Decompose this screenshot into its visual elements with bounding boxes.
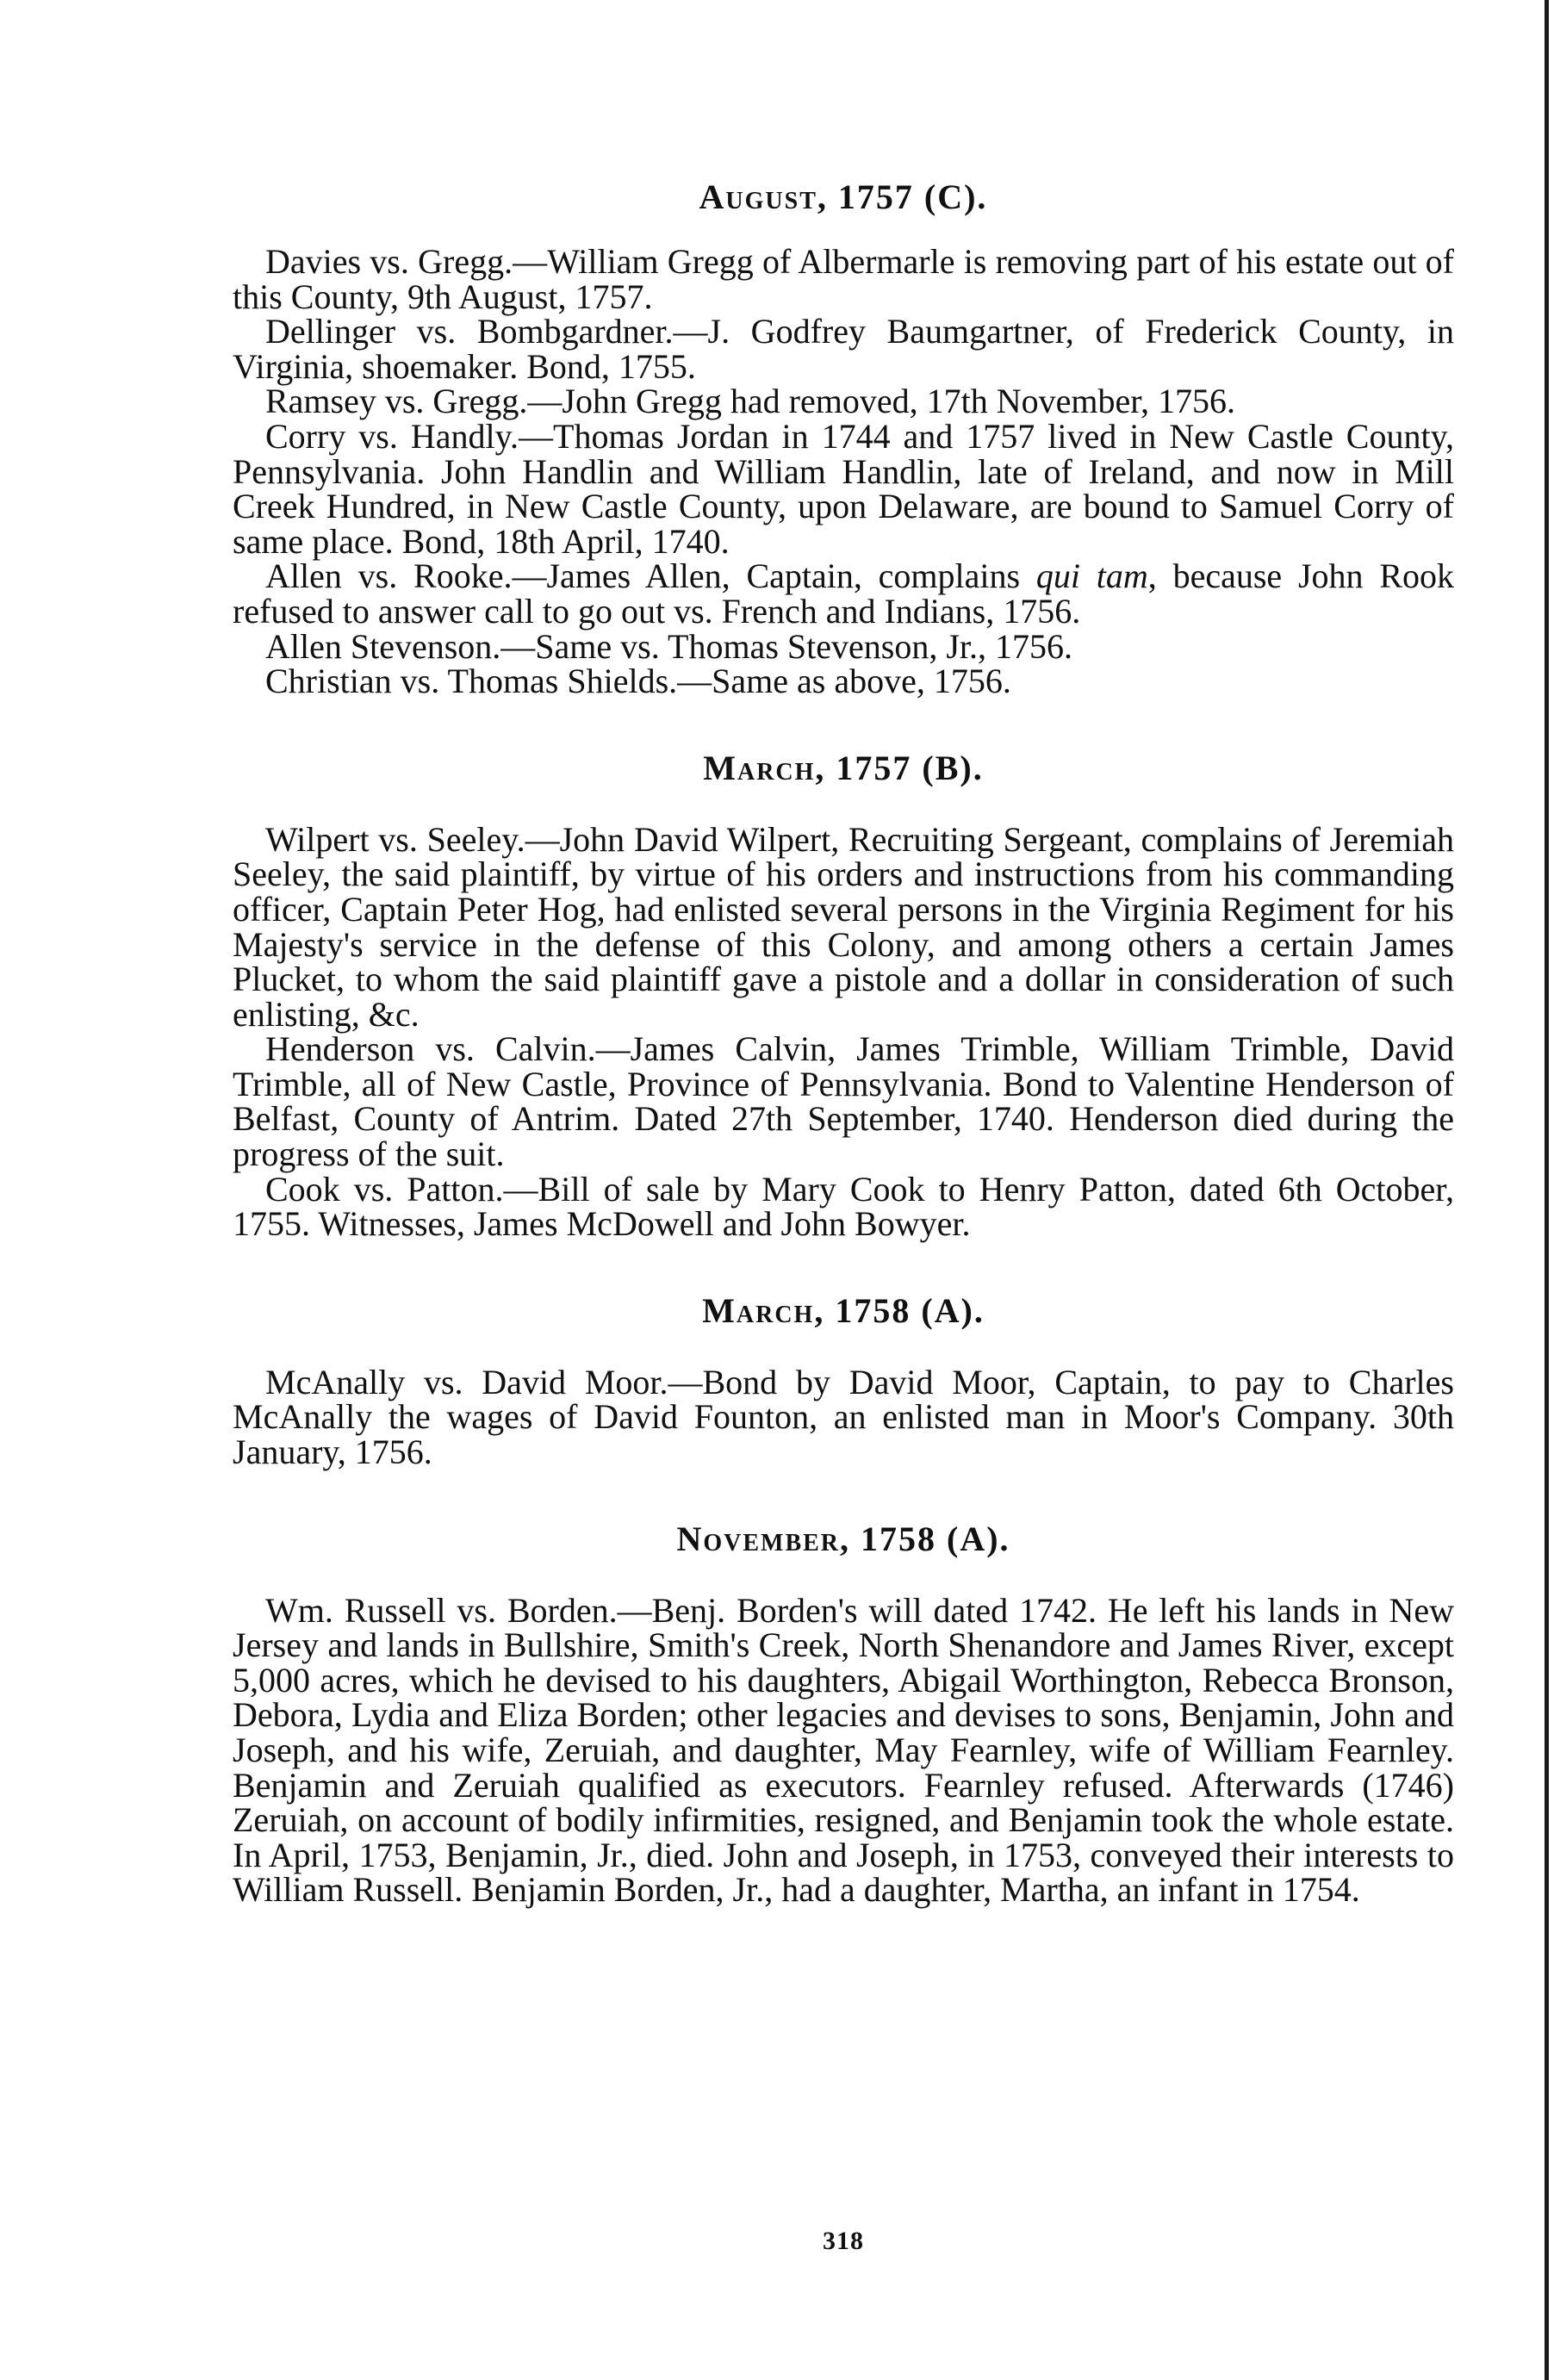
case-entry: Ramsey vs. Gregg.—John Gregg had removed, 17th November, 1756.: [265, 382, 1235, 421]
page-number: 318: [823, 2227, 864, 2255]
section-march-1758-a: [233, 1290, 1454, 1470]
case-entry: Wm. Russell vs. Borden.—Benj. Borden's will dated 1742. He left his lands in New Jersey and lands in Bullshire, Smith's Creek, North Shenandore and James River, except 5,000 acres, which he devised to his daughters, Abigail Worthington, Rebecca Bronson, Debora, Lydia and Eliza Borden; other legacies and devises to sons, Benjamin, John and Joseph, and his wife, Zeruiah, and daughter, May Fearnley, wife of William Fearnley. Benjamin and Zeruiah qualified as executors. Fearnley refused. Afterwards (1746) Zeruiah, on account of bodily infirmities, resigned, and Benjamin took the whole estate. In April, 1753, Benjamin, Jr., died. John and Joseph, in 1753, conveyed their interests to William Russell. Benjamin Borden, Jr., had a daughter, Martha, an infant in 1754.: [233, 1590, 1454, 1910]
case-entry: Henderson vs. Calvin.—James Calvin, James Trimble, William Trimble, David Trimble, all of New Castle, Province of Pennsylvania. Bond to Valentine Henderson of Belfast, County of Antrim. Dated 27th September, 1740. Henderson died during the progress of the suit.: [233, 1029, 1454, 1174]
case-entry: Allen vs. Rooke.—James Allen, Captain, complains qui tam, because John Rook refused to answer call to go out vs. French and Indians, 1756.: [233, 556, 1455, 631]
page-edge-line: [1545, 0, 1549, 2380]
section-march-1757-b: [233, 748, 1454, 1242]
case-entry: McAnally vs. David Moor.—Bond by David Moor, Captain, to pay to Charles McAnally the wages of David Founton, an enlisted man in Moor's Company. 30th January, 1756.: [233, 1362, 1454, 1472]
section-heading: March, 1758 (A).: [702, 1290, 985, 1330]
document-page: [233, 177, 1455, 2255]
section-november-1758-a: [233, 1519, 1454, 1908]
case-entry: Dellinger vs. Bombgardner.—J. Godfrey Baumgartner, of Frederick County, in Virginia, shoemaker. Bond, 1755.: [233, 312, 1454, 386]
case-entry: Wilpert vs. Seeley.—John David Wilpert, Recruiting Sergeant, complains of Jeremiah Seeley, the said plaintiff, by virtue of his orders and instructions from his commanding officer, Captain Peter Hog, had enlisted several persons in the Virginia Regiment for his Majesty's service in the defense of this Colony, and among others a certain James Plucket, to whom the said plaintiff gave a pistole and a dollar in consideration of such enlisting, &c.: [233, 819, 1454, 1034]
case-entry: Davies vs. Gregg.—William Gregg of Albermarle is removing part of his estate out of this County, 9th August, 1757.: [233, 242, 1454, 316]
section-heading: November, 1758 (A).: [676, 1519, 1010, 1558]
latin-phrase: qui tam: [1035, 556, 1148, 596]
case-entry: Corry vs. Handly.—Thomas Jordan in 1744 and 1757 lived in New Castle County, Pennsylvania. John Handlin and William Handlin, late of Ireland, and now in Mill Creek Hundred, in New Castle County, upon Delaware, are bound to Samuel Corry of same place. Bond, 18th April, 1740.: [233, 416, 1454, 561]
case-entry: Cook vs. Patton.—Bill of sale by Mary Cook to Henry Patton, dated 6th October, 1755. Witnesses, James McDowell and John Bowyer.: [233, 1169, 1454, 1244]
case-entry: Allen Stevenson.—Same vs. Thomas Stevenson, Jr., 1756.: [265, 626, 1072, 666]
case-entry: Christian vs. Thomas Shields.—Same as above, 1756.: [265, 662, 1011, 701]
section-heading: August, 1757 (C).: [699, 177, 988, 216]
section-august-1757-c: [233, 177, 1454, 699]
section-heading: March, 1757 (B).: [703, 748, 984, 787]
